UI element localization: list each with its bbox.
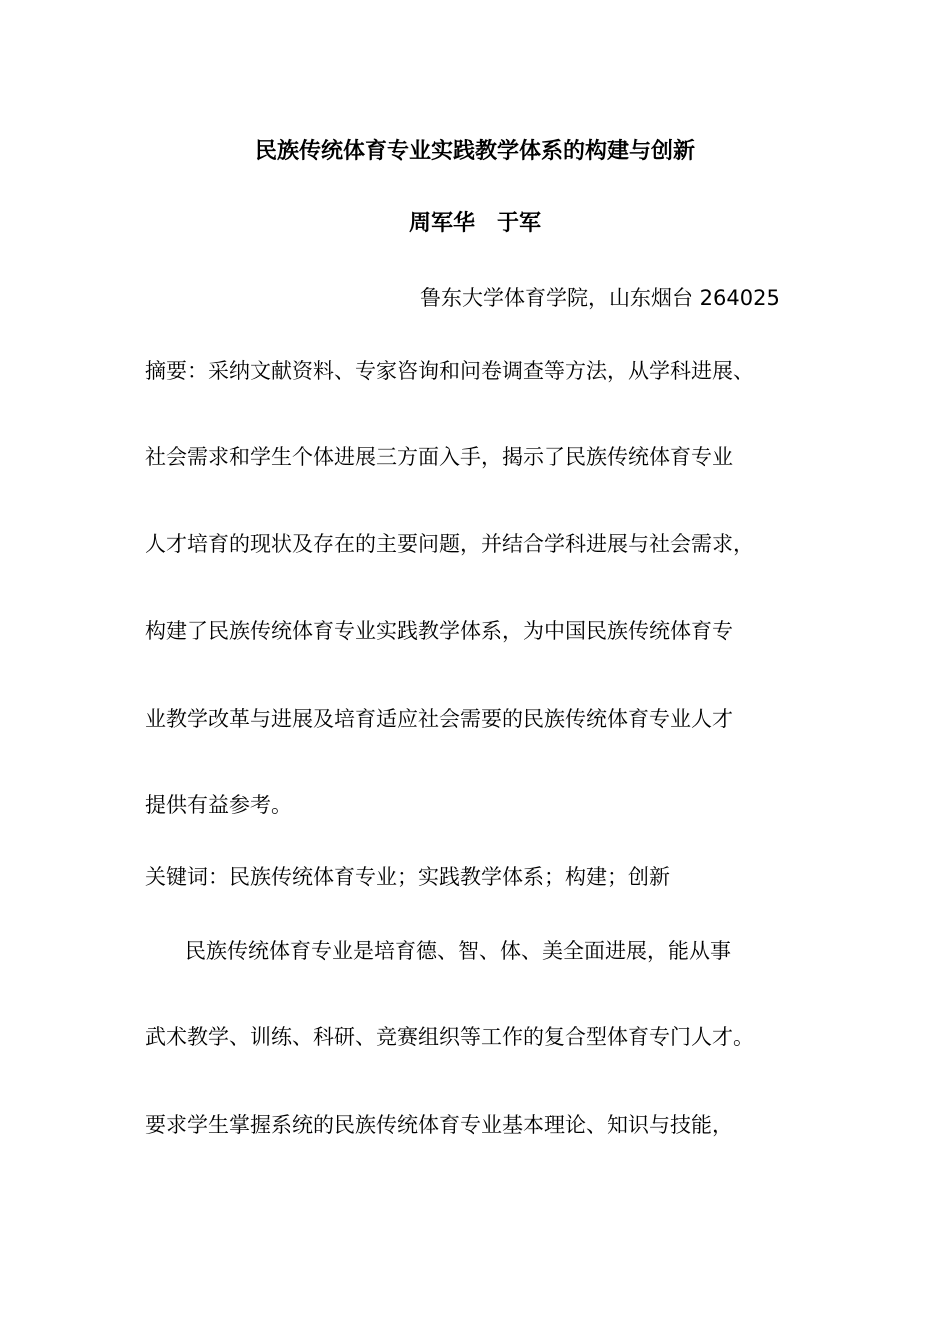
- author-affiliation: 鲁东大学体育学院，山东烟台 264025: [420, 286, 780, 310]
- abstract-line: 社会需求和学生个体进展三方面入手，揭示了民族传统体育专业: [145, 445, 733, 469]
- body-line: 民族传统体育专业是培育德、智、体、美全面进展，能从事: [185, 939, 731, 963]
- abstract-line: 摘要：采纳文献资料、专家咨询和问卷调查等方法，从学科进展、: [145, 359, 754, 383]
- abstract-line: 构建了民族传统体育专业实践教学体系，为中国民族传统体育专: [145, 619, 733, 643]
- abstract-line: 人才培育的现状及存在的主要问题，并结合学科进展与社会需求，: [145, 532, 754, 556]
- keywords: 关键词：民族传统体育专业；实践教学体系；构建；创新: [145, 865, 670, 889]
- body-line: 武术教学、训练、科研、竞赛组织等工作的复合型体育专门人才。: [145, 1025, 754, 1049]
- abstract-line: 提供有益参考。: [145, 793, 292, 817]
- abstract-line: 业教学改革与进展及培育适应社会需要的民族传统体育专业人才: [145, 707, 733, 731]
- body-line: 要求学生掌握系统的民族传统体育专业基本理论、知识与技能，: [145, 1113, 733, 1137]
- paper-authors: 周军华 于军: [408, 211, 541, 236]
- paper-title: 民族传统体育专业实践教学体系的构建与创新: [254, 139, 695, 164]
